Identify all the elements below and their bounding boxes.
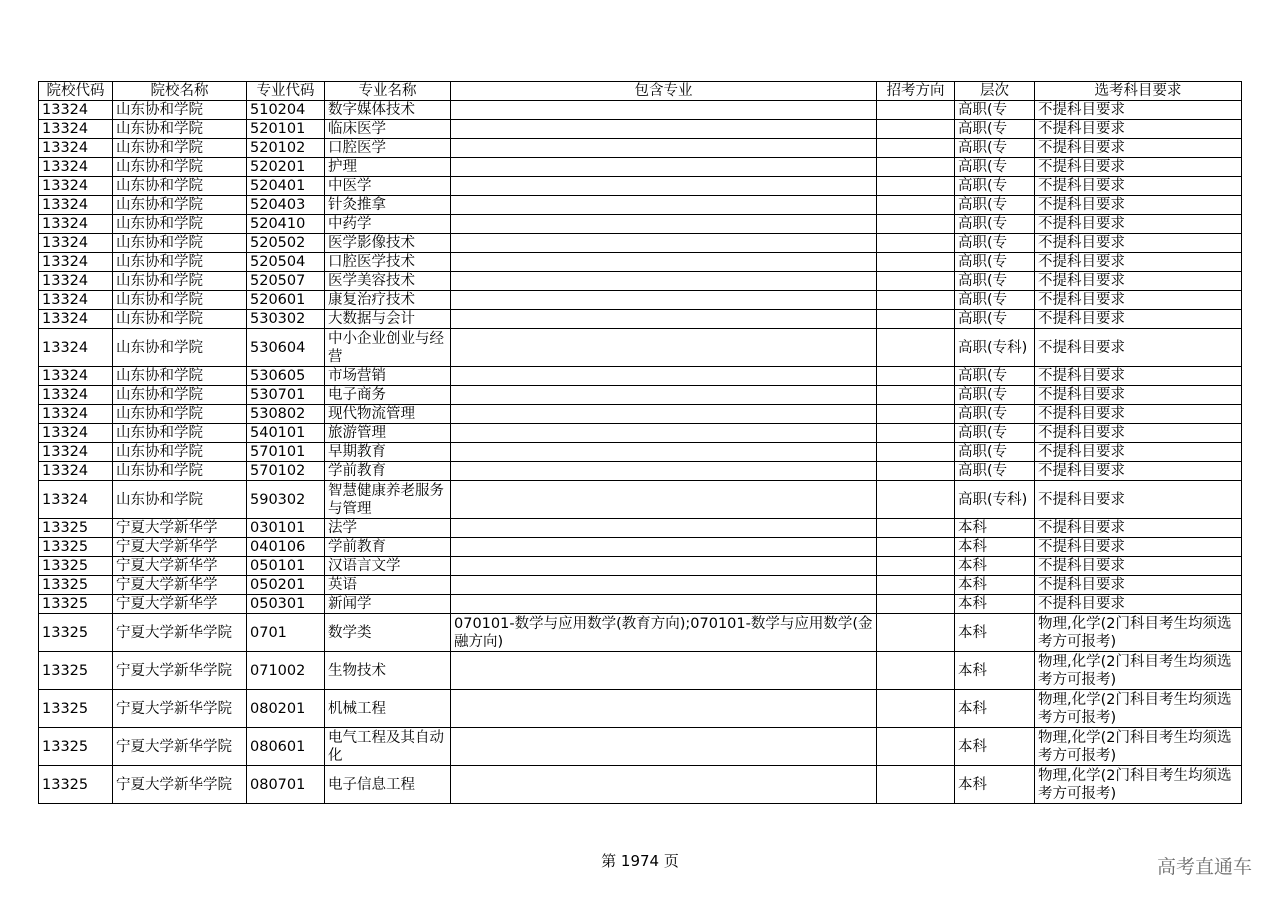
direction-cell xyxy=(877,272,955,291)
major-name-cell: 护理 xyxy=(325,158,451,177)
major-name-cell: 数学类 xyxy=(325,614,451,652)
included-majors-cell xyxy=(451,139,877,158)
level-cell: 本科 xyxy=(955,557,1035,576)
school-code-cell: 13324 xyxy=(39,253,113,272)
level-cell: 高职(专科) xyxy=(955,481,1035,519)
major-code-cell: 050201 xyxy=(247,576,325,595)
major-code-cell: 530701 xyxy=(247,386,325,405)
table-row xyxy=(39,253,1242,272)
direction-cell xyxy=(877,443,955,462)
major-code-cell: 040106 xyxy=(247,538,325,557)
subject-requirement-cell: 不提科目要求 xyxy=(1035,595,1242,614)
table-row xyxy=(39,158,1242,177)
major-code-cell: 520201 xyxy=(247,158,325,177)
included-majors-cell xyxy=(451,481,877,519)
school-name-cell: 宁夏大学新华学院 xyxy=(113,728,247,766)
subject-requirement-cell: 不提科目要求 xyxy=(1035,576,1242,595)
school-code-cell: 13325 xyxy=(39,766,113,804)
level-cell: 本科 xyxy=(955,728,1035,766)
subject-requirement-cell: 物理,化学(2门科目考生均须选考方可报考) xyxy=(1035,690,1242,728)
table-row xyxy=(39,576,1242,595)
direction-cell xyxy=(877,595,955,614)
table-row xyxy=(39,595,1242,614)
major-code-cell: 520403 xyxy=(247,196,325,215)
school-name-cell: 山东协和学院 xyxy=(113,139,247,158)
subject-requirement-cell: 不提科目要求 xyxy=(1035,215,1242,234)
major-code-cell: 071002 xyxy=(247,652,325,690)
school-name-cell: 山东协和学院 xyxy=(113,158,247,177)
major-code-cell: 080701 xyxy=(247,766,325,804)
subject-requirement-cell: 不提科目要求 xyxy=(1035,405,1242,424)
table-row xyxy=(39,766,1242,804)
direction-cell xyxy=(877,614,955,652)
level-cell: 高职(专 xyxy=(955,424,1035,443)
direction-cell xyxy=(877,576,955,595)
school-code-cell: 13325 xyxy=(39,557,113,576)
direction-cell xyxy=(877,177,955,196)
direction-cell xyxy=(877,215,955,234)
included-majors-cell xyxy=(451,177,877,196)
table-row xyxy=(39,329,1242,367)
direction-cell xyxy=(877,652,955,690)
major-name-cell: 早期教育 xyxy=(325,443,451,462)
major-code-cell: 590302 xyxy=(247,481,325,519)
major-name-cell: 口腔医学技术 xyxy=(325,253,451,272)
direction-cell xyxy=(877,158,955,177)
table-row xyxy=(39,462,1242,481)
major-name-cell: 针灸推拿 xyxy=(325,196,451,215)
subject-requirement-cell: 不提科目要求 xyxy=(1035,424,1242,443)
subject-requirement-cell: 物理,化学(2门科目考生均须选考方可报考) xyxy=(1035,728,1242,766)
school-code-cell: 13324 xyxy=(39,462,113,481)
level-cell: 高职(专 xyxy=(955,272,1035,291)
major-code-cell: 520102 xyxy=(247,139,325,158)
col-header-major-name: 专业名称 xyxy=(325,82,451,101)
admissions-table xyxy=(38,81,1242,804)
school-code-cell: 13325 xyxy=(39,614,113,652)
school-name-cell: 山东协和学院 xyxy=(113,386,247,405)
included-majors-cell xyxy=(451,215,877,234)
school-name-cell: 山东协和学院 xyxy=(113,196,247,215)
major-name-cell: 机械工程 xyxy=(325,690,451,728)
included-majors-cell xyxy=(451,120,877,139)
major-code-cell: 520504 xyxy=(247,253,325,272)
direction-cell xyxy=(877,386,955,405)
direction-cell xyxy=(877,367,955,386)
direction-cell xyxy=(877,120,955,139)
school-name-cell: 山东协和学院 xyxy=(113,101,247,120)
school-name-cell: 宁夏大学新华学院 xyxy=(113,614,247,652)
subject-requirement-cell: 不提科目要求 xyxy=(1035,101,1242,120)
subject-requirement-cell: 不提科目要求 xyxy=(1035,443,1242,462)
school-code-cell: 13325 xyxy=(39,595,113,614)
level-cell: 高职(专 xyxy=(955,234,1035,253)
table-row xyxy=(39,367,1242,386)
col-header-included-majors: 包含专业 xyxy=(451,82,877,101)
school-code-cell: 13324 xyxy=(39,196,113,215)
subject-requirement-cell: 不提科目要求 xyxy=(1035,462,1242,481)
direction-cell xyxy=(877,253,955,272)
school-code-cell: 13325 xyxy=(39,576,113,595)
included-majors-cell xyxy=(451,158,877,177)
major-name-cell: 学前教育 xyxy=(325,538,451,557)
school-name-cell: 山东协和学院 xyxy=(113,481,247,519)
subject-requirement-cell: 不提科目要求 xyxy=(1035,481,1242,519)
watermark: 高考直通车 xyxy=(1156,856,1252,878)
col-header-level: 层次 xyxy=(955,82,1035,101)
direction-cell xyxy=(877,766,955,804)
table-row xyxy=(39,690,1242,728)
included-majors-cell xyxy=(451,519,877,538)
school-name-cell: 山东协和学院 xyxy=(113,310,247,329)
major-name-cell: 新闻学 xyxy=(325,595,451,614)
school-name-cell: 宁夏大学新华学院 xyxy=(113,690,247,728)
major-name-cell: 中医学 xyxy=(325,177,451,196)
included-majors-cell xyxy=(451,291,877,310)
included-majors-cell xyxy=(451,424,877,443)
major-code-cell: 520410 xyxy=(247,215,325,234)
direction-cell xyxy=(877,690,955,728)
major-code-cell: 510204 xyxy=(247,101,325,120)
included-majors-cell xyxy=(451,101,877,120)
direction-cell xyxy=(877,291,955,310)
major-name-cell: 汉语言文学 xyxy=(325,557,451,576)
major-code-cell: 530302 xyxy=(247,310,325,329)
direction-cell xyxy=(877,101,955,120)
included-majors-cell xyxy=(451,196,877,215)
level-cell: 高职(专 xyxy=(955,139,1035,158)
level-cell: 本科 xyxy=(955,690,1035,728)
subject-requirement-cell: 不提科目要求 xyxy=(1035,557,1242,576)
level-cell: 本科 xyxy=(955,595,1035,614)
subject-requirement-cell: 不提科目要求 xyxy=(1035,519,1242,538)
school-name-cell: 山东协和学院 xyxy=(113,177,247,196)
major-name-cell: 中药学 xyxy=(325,215,451,234)
subject-requirement-cell: 不提科目要求 xyxy=(1035,329,1242,367)
direction-cell xyxy=(877,196,955,215)
major-name-cell: 电气工程及其自动化 xyxy=(325,728,451,766)
school-code-cell: 13324 xyxy=(39,158,113,177)
school-code-cell: 13324 xyxy=(39,329,113,367)
included-majors-cell xyxy=(451,386,877,405)
direction-cell xyxy=(877,405,955,424)
school-code-cell: 13324 xyxy=(39,481,113,519)
table-row xyxy=(39,557,1242,576)
school-code-cell: 13325 xyxy=(39,728,113,766)
school-name-cell: 宁夏大学新华学院 xyxy=(113,766,247,804)
included-majors-cell xyxy=(451,557,877,576)
subject-requirement-cell: 不提科目要求 xyxy=(1035,538,1242,557)
included-majors-cell xyxy=(451,652,877,690)
school-code-cell: 13325 xyxy=(39,690,113,728)
direction-cell xyxy=(877,728,955,766)
school-code-cell: 13324 xyxy=(39,310,113,329)
table-row xyxy=(39,177,1242,196)
school-code-cell: 13324 xyxy=(39,177,113,196)
table-row xyxy=(39,443,1242,462)
included-majors-cell xyxy=(451,728,877,766)
major-name-cell: 电子信息工程 xyxy=(325,766,451,804)
table-row xyxy=(39,424,1242,443)
major-name-cell: 中小企业创业与经营 xyxy=(325,329,451,367)
school-name-cell: 宁夏大学新华学 xyxy=(113,576,247,595)
direction-cell xyxy=(877,557,955,576)
school-name-cell: 山东协和学院 xyxy=(113,405,247,424)
school-name-cell: 宁夏大学新华学 xyxy=(113,538,247,557)
col-header-subject-requirement: 选考科目要求 xyxy=(1035,82,1242,101)
major-code-cell: 520601 xyxy=(247,291,325,310)
level-cell: 高职(专 xyxy=(955,291,1035,310)
direction-cell xyxy=(877,234,955,253)
major-code-cell: 530605 xyxy=(247,367,325,386)
major-code-cell: 080201 xyxy=(247,690,325,728)
school-code-cell: 13324 xyxy=(39,405,113,424)
level-cell: 高职(专 xyxy=(955,386,1035,405)
direction-cell xyxy=(877,424,955,443)
level-cell: 高职(专 xyxy=(955,367,1035,386)
major-code-cell: 530802 xyxy=(247,405,325,424)
table-row xyxy=(39,310,1242,329)
major-name-cell: 大数据与会计 xyxy=(325,310,451,329)
level-cell: 高职(专 xyxy=(955,462,1035,481)
included-majors-cell xyxy=(451,690,877,728)
major-name-cell: 法学 xyxy=(325,519,451,538)
major-name-cell: 数字媒体技术 xyxy=(325,101,451,120)
major-name-cell: 学前教育 xyxy=(325,462,451,481)
col-header-major-code: 专业代码 xyxy=(247,82,325,101)
major-code-cell: 530604 xyxy=(247,329,325,367)
major-name-cell: 电子商务 xyxy=(325,386,451,405)
school-name-cell: 山东协和学院 xyxy=(113,443,247,462)
table-row xyxy=(39,614,1242,652)
major-name-cell: 生物技术 xyxy=(325,652,451,690)
included-majors-cell xyxy=(451,538,877,557)
direction-cell xyxy=(877,538,955,557)
school-name-cell: 山东协和学院 xyxy=(113,234,247,253)
table-row xyxy=(39,234,1242,253)
school-code-cell: 13324 xyxy=(39,386,113,405)
subject-requirement-cell: 物理,化学(2门科目考生均须选考方可报考) xyxy=(1035,652,1242,690)
major-code-cell: 520401 xyxy=(247,177,325,196)
table-row xyxy=(39,272,1242,291)
major-code-cell: 540101 xyxy=(247,424,325,443)
subject-requirement-cell: 不提科目要求 xyxy=(1035,234,1242,253)
school-code-cell: 13324 xyxy=(39,234,113,253)
level-cell: 高职(专 xyxy=(955,158,1035,177)
included-majors-cell xyxy=(451,595,877,614)
school-code-cell: 13324 xyxy=(39,215,113,234)
school-name-cell: 山东协和学院 xyxy=(113,329,247,367)
level-cell: 高职(专 xyxy=(955,310,1035,329)
included-majors-cell xyxy=(451,405,877,424)
level-cell: 本科 xyxy=(955,766,1035,804)
level-cell: 本科 xyxy=(955,519,1035,538)
level-cell: 高职(专 xyxy=(955,120,1035,139)
direction-cell xyxy=(877,481,955,519)
table-row xyxy=(39,481,1242,519)
major-code-cell: 570101 xyxy=(247,443,325,462)
major-name-cell: 临床医学 xyxy=(325,120,451,139)
table-row xyxy=(39,120,1242,139)
included-majors-cell: 070101-数学与应用数学(教育方向);070101-数学与应用数学(金融方向) xyxy=(451,614,877,652)
included-majors-cell xyxy=(451,253,877,272)
subject-requirement-cell: 不提科目要求 xyxy=(1035,386,1242,405)
table-row xyxy=(39,196,1242,215)
school-name-cell: 山东协和学院 xyxy=(113,462,247,481)
subject-requirement-cell: 不提科目要求 xyxy=(1035,177,1242,196)
school-code-cell: 13325 xyxy=(39,652,113,690)
major-name-cell: 英语 xyxy=(325,576,451,595)
major-code-cell: 080601 xyxy=(247,728,325,766)
table-row xyxy=(39,139,1242,158)
included-majors-cell xyxy=(451,310,877,329)
table-row xyxy=(39,652,1242,690)
school-code-cell: 13324 xyxy=(39,101,113,120)
major-name-cell: 医学影像技术 xyxy=(325,234,451,253)
major-name-cell: 市场营销 xyxy=(325,367,451,386)
included-majors-cell xyxy=(451,367,877,386)
subject-requirement-cell: 不提科目要求 xyxy=(1035,272,1242,291)
table-row xyxy=(39,519,1242,538)
included-majors-cell xyxy=(451,443,877,462)
subject-requirement-cell: 不提科目要求 xyxy=(1035,139,1242,158)
school-name-cell: 宁夏大学新华学 xyxy=(113,519,247,538)
col-header-school-code: 院校代码 xyxy=(39,82,113,101)
school-name-cell: 山东协和学院 xyxy=(113,253,247,272)
major-code-cell: 570102 xyxy=(247,462,325,481)
major-name-cell: 康复治疗技术 xyxy=(325,291,451,310)
header-row xyxy=(39,82,1242,101)
school-code-cell: 13324 xyxy=(39,139,113,158)
level-cell: 高职(专 xyxy=(955,196,1035,215)
school-name-cell: 宁夏大学新华学 xyxy=(113,557,247,576)
subject-requirement-cell: 物理,化学(2门科目考生均须选考方可报考) xyxy=(1035,614,1242,652)
school-code-cell: 13324 xyxy=(39,291,113,310)
subject-requirement-cell: 不提科目要求 xyxy=(1035,196,1242,215)
school-name-cell: 宁夏大学新华学院 xyxy=(113,652,247,690)
level-cell: 高职(专 xyxy=(955,215,1035,234)
subject-requirement-cell: 不提科目要求 xyxy=(1035,158,1242,177)
included-majors-cell xyxy=(451,329,877,367)
school-name-cell: 山东协和学院 xyxy=(113,424,247,443)
school-code-cell: 13324 xyxy=(39,120,113,139)
table-row xyxy=(39,538,1242,557)
level-cell: 高职(专 xyxy=(955,101,1035,120)
level-cell: 本科 xyxy=(955,538,1035,557)
school-name-cell: 宁夏大学新华学 xyxy=(113,595,247,614)
level-cell: 高职(专科) xyxy=(955,329,1035,367)
school-code-cell: 13324 xyxy=(39,443,113,462)
direction-cell xyxy=(877,310,955,329)
level-cell: 高职(专 xyxy=(955,253,1035,272)
table-row xyxy=(39,728,1242,766)
direction-cell xyxy=(877,462,955,481)
major-code-cell: 520507 xyxy=(247,272,325,291)
level-cell: 本科 xyxy=(955,576,1035,595)
table-row xyxy=(39,291,1242,310)
subject-requirement-cell: 不提科目要求 xyxy=(1035,291,1242,310)
direction-cell xyxy=(877,519,955,538)
school-code-cell: 13325 xyxy=(39,538,113,557)
major-code-cell: 030101 xyxy=(247,519,325,538)
subject-requirement-cell: 不提科目要求 xyxy=(1035,310,1242,329)
major-code-cell: 520502 xyxy=(247,234,325,253)
subject-requirement-cell: 不提科目要求 xyxy=(1035,253,1242,272)
level-cell: 高职(专 xyxy=(955,405,1035,424)
included-majors-cell xyxy=(451,234,877,253)
school-code-cell: 13325 xyxy=(39,519,113,538)
level-cell: 高职(专 xyxy=(955,443,1035,462)
school-name-cell: 山东协和学院 xyxy=(113,272,247,291)
direction-cell xyxy=(877,139,955,158)
major-code-cell: 520101 xyxy=(247,120,325,139)
school-name-cell: 山东协和学院 xyxy=(113,367,247,386)
direction-cell xyxy=(877,329,955,367)
table-row xyxy=(39,101,1242,120)
major-name-cell: 现代物流管理 xyxy=(325,405,451,424)
included-majors-cell xyxy=(451,462,877,481)
included-majors-cell xyxy=(451,766,877,804)
major-name-cell: 智慧健康养老服务与管理 xyxy=(325,481,451,519)
major-name-cell: 医学美容技术 xyxy=(325,272,451,291)
major-code-cell: 0701 xyxy=(247,614,325,652)
school-code-cell: 13324 xyxy=(39,424,113,443)
level-cell: 本科 xyxy=(955,614,1035,652)
major-code-cell: 050101 xyxy=(247,557,325,576)
col-header-school-name: 院校名称 xyxy=(113,82,247,101)
school-code-cell: 13324 xyxy=(39,367,113,386)
school-code-cell: 13324 xyxy=(39,272,113,291)
included-majors-cell xyxy=(451,576,877,595)
subject-requirement-cell: 物理,化学(2门科目考生均须选考方可报考) xyxy=(1035,766,1242,804)
school-name-cell: 山东协和学院 xyxy=(113,120,247,139)
level-cell: 高职(专 xyxy=(955,177,1035,196)
subject-requirement-cell: 不提科目要求 xyxy=(1035,120,1242,139)
major-code-cell: 050301 xyxy=(247,595,325,614)
table-row xyxy=(39,405,1242,424)
table-row xyxy=(39,386,1242,405)
subject-requirement-cell: 不提科目要求 xyxy=(1035,367,1242,386)
major-name-cell: 口腔医学 xyxy=(325,139,451,158)
col-header-direction: 招考方向 xyxy=(877,82,955,101)
school-name-cell: 山东协和学院 xyxy=(113,291,247,310)
page-number: 第 1974 页 xyxy=(601,852,679,870)
included-majors-cell xyxy=(451,272,877,291)
school-name-cell: 山东协和学院 xyxy=(113,215,247,234)
table-row xyxy=(39,215,1242,234)
level-cell: 本科 xyxy=(955,652,1035,690)
major-name-cell: 旅游管理 xyxy=(325,424,451,443)
